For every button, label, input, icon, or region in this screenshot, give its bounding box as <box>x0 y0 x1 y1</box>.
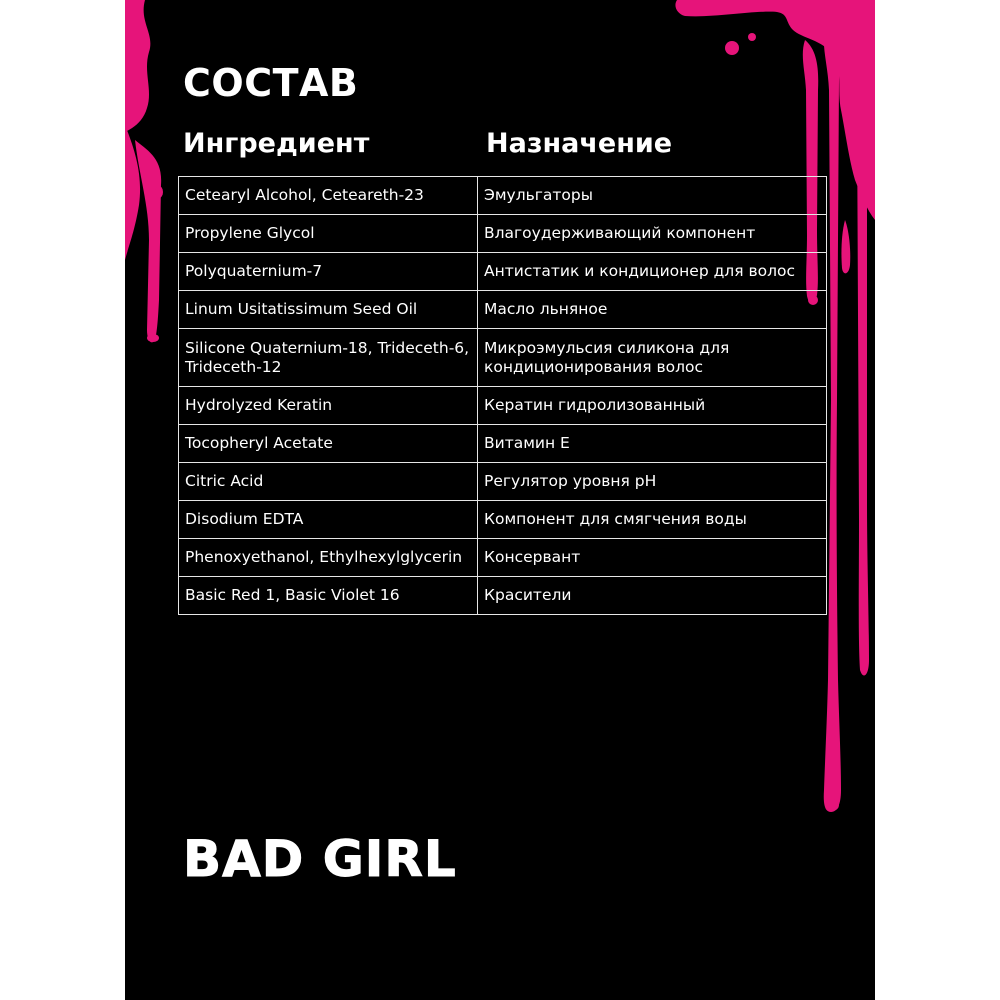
table-row <box>179 463 827 501</box>
ingredient-cell: Hydrolyzed Keratin <box>179 387 478 425</box>
purpose-cell: Кератин гидролизованный <box>478 387 827 425</box>
column-header-purpose: Назначение <box>486 128 673 159</box>
ingredient-cell: Propylene Glycol <box>179 215 478 253</box>
purpose-cell: Красители <box>478 577 827 615</box>
brand-logo: BAD GIRL <box>183 830 457 888</box>
ingredient-cell: Tocopheryl Acetate <box>179 425 478 463</box>
ingredient-cell: Linum Usitatissimum Seed Oil <box>179 291 478 329</box>
column-header-ingredient: Ингредиент <box>183 128 370 159</box>
table-row <box>179 577 827 615</box>
table-row <box>179 387 827 425</box>
ingredient-cell: Citric Acid <box>179 463 478 501</box>
table-row <box>179 253 827 291</box>
purpose-cell: Микроэмульсия силикона для кондиционирования волос <box>478 329 827 387</box>
ingredient-cell: Disodium EDTA <box>179 501 478 539</box>
table-row <box>179 539 827 577</box>
table-row <box>179 501 827 539</box>
purpose-cell: Антистатик и кондиционер для волос <box>478 253 827 291</box>
purpose-cell: Влагоудерживающий компонент <box>478 215 827 253</box>
ingredient-cell: Cetearyl Alcohol, Ceteareth-23 <box>179 177 478 215</box>
ingredient-cell: Phenoxyethanol, Ethylhexylglycerin <box>179 539 478 577</box>
table-row <box>179 291 827 329</box>
table-row <box>179 425 827 463</box>
table-row <box>179 177 827 215</box>
section-title: СОСТАВ <box>183 61 359 105</box>
purpose-cell: Витамин Е <box>478 425 827 463</box>
purpose-cell: Эмульгаторы <box>478 177 827 215</box>
purpose-cell: Консервант <box>478 539 827 577</box>
ingredient-cell: Basic Red 1, Basic Violet 16 <box>179 577 478 615</box>
purpose-cell: Регулятор уровня pH <box>478 463 827 501</box>
table-row <box>179 329 827 387</box>
purpose-cell: Масло льняное <box>478 291 827 329</box>
purpose-cell: Компонент для смягчения воды <box>478 501 827 539</box>
composition-card <box>125 0 875 1000</box>
composition-table <box>178 176 827 615</box>
table-row <box>179 215 827 253</box>
ingredient-cell: Silicone Quaternium-18, Trideceth-6, Trideceth-12 <box>179 329 478 387</box>
ingredient-cell: Polyquaternium-7 <box>179 253 478 291</box>
